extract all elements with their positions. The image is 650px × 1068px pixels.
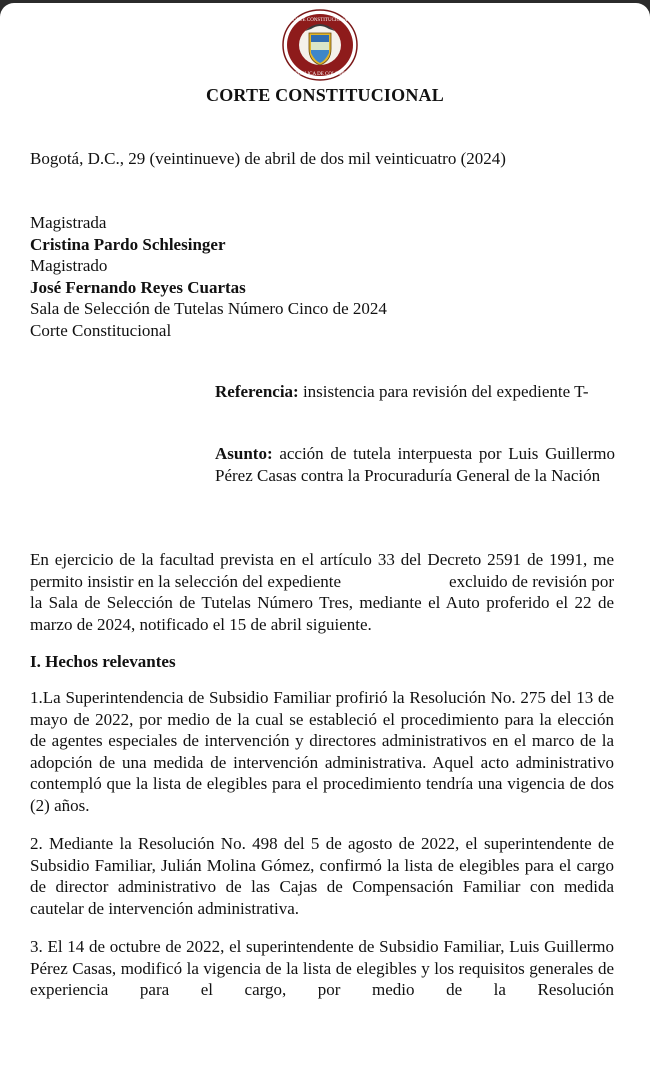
addressee-chamber: Sala de Selección de Tutelas Número Cinco de 2024 — [30, 299, 387, 318]
court-seal-icon — [281, 9, 359, 81]
intro-paragraph — [30, 549, 614, 635]
svg-text:REPUBLICA DE COLOMBIA: REPUBLICA DE COLOMBIA — [288, 72, 352, 77]
reference-line — [215, 381, 615, 403]
subject-text: acción de tutela interpuesta por Luis Guillermo Pérez Casas contra la Procuraduría General de la Nación — [215, 444, 615, 485]
intro-text-2: excluido de revisión por la Sala de Selección de Tutelas Número Tres, mediante el Auto proferido el 22 de marzo de 2024, notificado el 15 de abril siguiente. — [30, 571, 614, 634]
addressee-name-1: Cristina Pardo Schlesinger — [30, 234, 226, 254]
addressee-name-2: José Fernando Reyes Cuartas — [30, 277, 246, 297]
subject-block — [215, 443, 615, 486]
date-line: Bogotá, D.C., 29 (veintinueve) de abril de dos mil veinticuatro (2024) — [30, 149, 506, 168]
section-heading: I. Hechos relevantes — [30, 652, 176, 671]
reference-label: Referencia: — [215, 382, 299, 401]
addressee-court: Corte Constitucional — [30, 320, 172, 340]
fact-paragraph-2: 2. Mediante la Resolución No. 498 del 5 de agosto de 2022, el superintendente de Subsidio Familiar, Julián Molina Gómez, confirmó la lista de elegibles para el cargo de director administrativo de las Cajas de Compensación Familiar con medida cautelar de intervención administrativa. — [30, 834, 614, 918]
intro-text-1: En ejercicio de la facultad prevista en el artículo 33 del Decreto 2591 de 1991, me permito insistir en la selección del expediente — [30, 550, 614, 591]
addressee-role-2: Magistrado — [30, 256, 108, 275]
svg-text:CORTE CONSTITUCIONAL: CORTE CONSTITUCIONAL — [289, 18, 351, 23]
reference-text: insistencia para revisión del expediente T- — [298, 382, 589, 401]
document-page — [0, 3, 650, 1068]
fact-paragraph-1: 1.La Superintendencia de Subsidio Familiar profirió la Resolución No. 275 del 13 de mayo de 2022, por medio de la cual se estableció el procedimiento para la elección de agentes especiales de intervención y directores administrativos en el marco de la adopción de una medida de intervención administrativa. Aquel acto administrativo contempló que la lista de elegibles para el procedimiento tendría una vigencia de dos (2) años. — [30, 688, 614, 815]
fact-paragraph-3: 3. El 14 de octubre de 2022, el superintendente de Subsidio Familiar, Luis Guillermo Pérez Casas, modificó la vigencia de la lista de elegibles y los requisitos generales de experiencia para el cargo, por medio de la Resolución — [30, 937, 614, 999]
subject-label: Asunto: — [215, 444, 273, 463]
court-title: CORTE CONSTITUCIONAL — [206, 85, 444, 105]
addressee-role-1: Magistrada — [30, 213, 107, 232]
addressee-block — [30, 212, 387, 341]
